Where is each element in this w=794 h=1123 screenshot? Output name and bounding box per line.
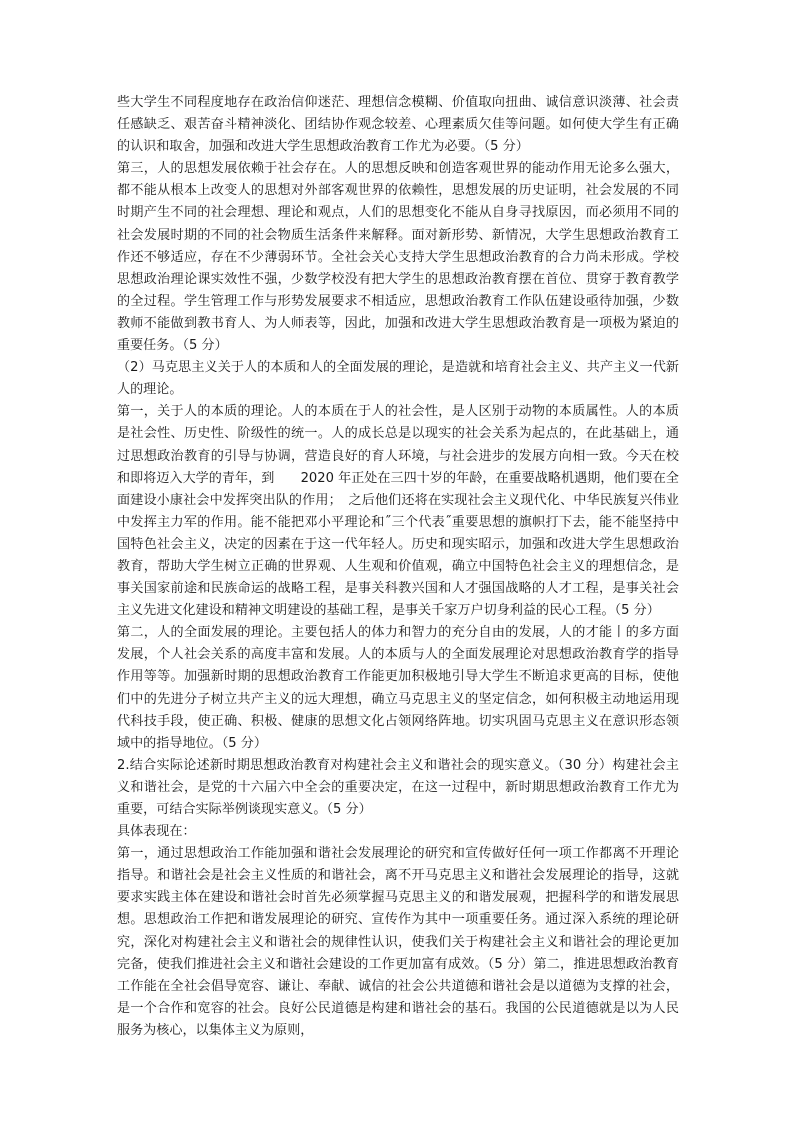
paragraph-5: 第二，人的全面发展的理论。主要包括人的体力和智力的充分自由的发展，人的才能丨的多方面发展，个人社会关系的高度丰富和发展。人的本质与人的全面发展理论对思想政治教育学的指导作用等等。加强新时期的思想政治教育工作能更加积极地引导大学生不断追求更高的目标，使他们中的先进分子树立共产主义的远大理想，确立马克思主义的坚定信念，如何积极主动地运用现代科技手段，使正确、积极、健康的思想文化占领网络阵地。切实巩固马克思主义在意识形态领域中的指导地位。（5 分）: [117, 625, 679, 751]
paragraph-7: 具体表现在：: [117, 824, 196, 840]
document-body: [117, 92, 679, 1042]
paragraph-2: 第三，人的思想发展依赖于社会存在。人的思想反映和创造客观世界的能动作用无论多么强大，都不能从根本上改变人的思想对外部客观世界的依赖性，思想发展的历史证明，社会发展的不同时期产生不同的社会理想、理论和观点，人们的思想变化不能从自身寻找原因，而必须用不同的社会发展时期的不同的社会物质生活条件来解释。面对新形势、新情况，大学生思想政治教育工作还不够适应，存在不少薄弱环节。全社会关心支持大学生思想政治教育的合力尚未形成。学校思想政治理论课实效性不强，少数学校没有把大学生的思想政治教育摆在首位、贯穿于教育教学的全过程。学生管理工作与形势发展要求不相适应，思想政治教育工作队伍建设亟待加强，少数教师不能做到教书育人、为人师表等，因此，加强和改进大学生思想政治教育是一项极为紧迫的重要任务。（5 分）: [117, 161, 679, 354]
paragraph-4: 第一，关于人的本质的理论。人的本质在于人的社会性，是人区别于动物的本质属性。人的本质是社会性、历史性、阶级性的统一。人的成长总是以现实的社会关系为起点的，在此基础上，通过思想政治教育的引导与协调，营造良好的育人环境，与社会进步的发展方向相一致。今天在校和即将迈入大学的青年，到 2020 年正处在三四十岁的年龄，在重要战略机遇期，他们要在全面建设小康社会中发挥突出队的作用； 之后他们还将在实现社会主义现代化、中华民族复兴伟业中发挥主力军的作用。能不能把邓小平理论和˝三个代表˝重要思想的旗帜打下去，能不能坚持中国特色社会主义，决定的因素在于这一代年轻人。历史和现实昭示，加强和改进大学生思想政治教育，帮助大学生树立正确的世界观、人生观和价值观，确立中国特色社会主义的理想信念，是事关国家前途和民族命运的战略工程，是事关科教兴国和人才强国战略的人才工程，是事关社会主义先进文化建设和精神文明建设的基础工程，是事关千家万户切身利益的民心工程。（5 分）: [117, 404, 679, 619]
paragraph-1: 些大学生不同程度地存在政治信仰迷茫、理想信念模糊、价值取向扭曲、诚信意识淡薄、社会责任感缺乏、艰苦奋斗精神淡化、团结协作观念较差、心理素质欠佳等问题。如何使大学生有正确的认识和取舍，加强和改进大学生思想政治教育工作尤为必要。（5 分）: [117, 95, 679, 155]
paragraph-8: 第一，通过思想政治工作能加强和谐社会发展理论的研究和宣传做好任何一项工作都离不开理论指导。和谐社会是社会主义性质的和谐社会，离不开马克思主义和谐社会发展理论的指导，这就要求实践主体在建设和谐社会时首先必须掌握马克思主义的和谐发展观，把握科学的和谐发展思想。思想政治工作把和谐发展理论的研究、宣传作为其中一项重要任务。通过深入系统的理论研究，深化对构建社会主义和谐社会的规律性认识，使我们关于构建社会主义和谐社会的理论更加完备，使我们推进社会主义和谐社会建设的工作更加富有成效。（5 分）第二，推进思想政治教育工作能在全社会倡导宽容、谦让、奉献、诚信的社会公共道德和谐社会是以道德为支撑的社会，是一个合作和宽容的社会。良好公民道德是构建和谐社会的基石。我国的公民道德就是以为人民服务为核心，以集体主义为原则，: [117, 846, 679, 1038]
paragraph-3: （2）马克思主义关于人的本质和人的全面发展的理论，是造就和培育社会主义、共产主义一代新人的理论。: [117, 360, 679, 398]
paragraph-6: 2.结合实际论述新时期思想政治教育对构建社会主义和谐社会的现实意义。（30 分）构建社会主义和谐社会，是党的十六届六中全会的重要决定，在这一过程中，新时期思想政治教育工作尤为重要，可结合实际举例谈现实意义。（5 分）: [117, 757, 679, 817]
